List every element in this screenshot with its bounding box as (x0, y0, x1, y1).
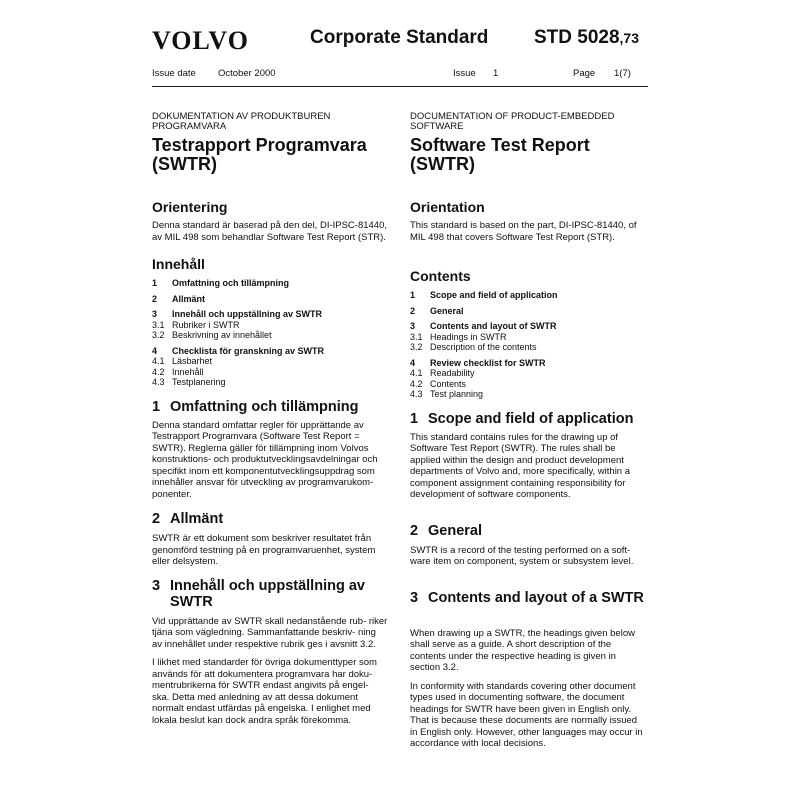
section-2-heading (152, 511, 388, 527)
document-title: Testrapport Programvara (SWTR) (152, 135, 367, 174)
toc-entry (152, 346, 388, 357)
orientation-text: This standard is based on the part, DI-IPSC-81440, of MIL 498 that covers Software Test Report (STR). (410, 220, 637, 243)
section-1-text: This standard contains rules for the drawing up of Software Test Report (SWTR). The rules shall be applied within the design and product development departments of Volvo and, more specifically, within a component assignment containing responsibility for development of software components. (410, 431, 631, 500)
toc-number: 3.1 (152, 319, 165, 330)
section-title: General (428, 522, 482, 539)
toc-number: 2 (152, 293, 158, 304)
issue-date-value: October 2000 (218, 68, 276, 79)
toc-group (152, 309, 388, 341)
section-2-heading (410, 523, 646, 539)
toc-text: Description of the contents (430, 342, 537, 352)
toc-group (152, 346, 388, 388)
doc-type-label: DOCUMENTATION OF PRODUCT-EMBEDDED SOFTWARE (410, 111, 615, 132)
toc-entry (410, 342, 646, 353)
section-3-heading (152, 578, 388, 610)
toc-entry (152, 367, 388, 378)
section-number: 1 (152, 398, 161, 415)
toc-text: Innehåll och uppställning av SWTR (172, 309, 323, 319)
toc-number: 4.3 (152, 377, 165, 387)
table-of-contents (152, 278, 388, 388)
table-of-contents (410, 290, 646, 400)
toc-number: 4.3 (410, 389, 423, 399)
toc-entry (152, 278, 388, 289)
toc-group (410, 321, 646, 353)
issue-meta-row (152, 68, 648, 84)
toc-entry (152, 320, 388, 331)
section-2-text: SWTR is a record of the testing performed on a soft- ware item on component, system or subsystem level. (410, 544, 634, 567)
toc-entry (410, 358, 646, 369)
toc-entry (410, 368, 646, 379)
issue-label: Issue (453, 68, 476, 79)
corporate-standard-label: Corporate Standard (310, 27, 489, 48)
toc-number: 4.2 (152, 366, 165, 377)
toc-number: 1 (410, 290, 416, 300)
toc-group (410, 306, 646, 317)
issue-date-label: Issue date (152, 68, 196, 79)
contents-heading: Contents (410, 268, 471, 284)
toc-text: Scope and field of application (430, 290, 558, 300)
toc-text: Readability (430, 368, 475, 378)
toc-entry (152, 377, 388, 388)
toc-entry (410, 321, 646, 332)
section-number: 2 (410, 522, 419, 539)
section-title: Allmänt (170, 511, 224, 527)
page-value: 1(7) (614, 68, 631, 79)
toc-number: 3 (152, 309, 158, 319)
toc-group (152, 278, 388, 289)
section-title: Omfattning och tillämpning (170, 398, 359, 415)
toc-text: Beskrivning av innehållet (172, 330, 272, 340)
toc-text: Omfattning och tillämpning (172, 278, 289, 288)
toc-number: 4.1 (410, 368, 423, 378)
toc-entry (152, 330, 388, 341)
toc-entry (410, 332, 646, 343)
section-title: Contents and layout of a SWTR (428, 589, 644, 606)
toc-number: 3.2 (152, 330, 165, 340)
toc-text: Innehåll (172, 366, 204, 377)
toc-entry (410, 290, 646, 301)
english-column (410, 112, 646, 750)
toc-number: 4 (410, 357, 416, 368)
volvo-logo: VOLVO (152, 26, 249, 55)
toc-entry (410, 306, 646, 317)
doc-type-label: DOKUMENTATION AV PRODUKTBUREN PROGRAMVARA (152, 111, 331, 132)
section-1-text: Denna standard omfattar regler för upprättande av Testrapport Programvara (Software Test Report = SWTR). Reglerna gäller för tillämpning inom Volvos konstruktions- och produktutvecklingsavdelningar och specifikt inom ett komponentutvecklingsuppdrag som innehåller ansvar för utveckling av programvarukom- ponenter. (152, 419, 378, 500)
document-title: Software Test Report (SWTR) (410, 135, 590, 174)
toc-text: General (430, 305, 464, 316)
toc-number: 4.1 (152, 356, 165, 366)
orientation-heading: Orientering (152, 199, 228, 215)
section-title: Scope and field of application (428, 410, 634, 427)
toc-number: 3.1 (410, 331, 423, 342)
standard-number-main: STD 5028 (534, 27, 620, 48)
toc-entry (152, 309, 388, 320)
section-3-text-1: Vid upprättande av SWTR skall nedanstående rub- riker tjäna som vägledning. Sammanfattande beskriv- ning av innehållet under respektive rubrik ges i avsnitt 3.2. (152, 615, 388, 650)
toc-entry (152, 294, 388, 305)
section-3-text-2: I likhet med standarder för övriga dokumenttyper som används för att dokumentera programvara har doku- mentrubrikerna för SWTR endast angivits på engel- ska. Detta med anledning av att dessa dokument normalt endast utfärdas på engelska. I enlighet med lokala beslut kan dock andra språk förekomma. (152, 657, 377, 726)
standard-number-suffix: ,73 (619, 30, 640, 46)
section-2-text: SWTR är ett dokument som beskriver resultatet från genomförd testning på en programvaruenhet, system eller delsystem. (152, 533, 376, 567)
section-1-heading (410, 411, 646, 427)
toc-text: Contents and layout of SWTR (430, 321, 557, 331)
toc-group (152, 294, 388, 305)
toc-number: 1 (152, 278, 158, 288)
toc-entry (410, 389, 646, 400)
toc-number: 4 (152, 345, 158, 356)
contents-heading: Innehåll (152, 256, 205, 272)
toc-text: Rubriker i SWTR (172, 319, 240, 330)
standard-number (534, 27, 639, 49)
toc-text: Review checklist for SWTR (430, 357, 546, 368)
section-number: 1 (410, 410, 419, 427)
orientation-heading: Orientation (410, 199, 485, 215)
header-divider (152, 86, 648, 87)
swedish-column (152, 112, 388, 726)
section-3-text-1: When drawing up a SWTR, the headings given below shall serve as a guide. A short description of the contents under the respective heading is given in section 3.2. (410, 627, 635, 673)
page-header (152, 22, 648, 66)
toc-number: 4.2 (410, 378, 423, 389)
section-3-heading (410, 590, 646, 606)
toc-text: Headings in SWTR (430, 331, 507, 342)
toc-group (410, 358, 646, 400)
toc-entry (152, 356, 388, 367)
section-number: 3 (152, 577, 161, 594)
orientation-text: Denna standard är baserad på den del, DI-IPSC-81440, av MIL 498 som behandlar Software Test Report (STR). (152, 220, 388, 243)
toc-group (410, 290, 646, 301)
section-3-text-2: In conformity with standards covering other document types used in documenting software, the document headings for SWTR have been given in English only. That is because these documents are normally issued in English only. However, other languages may occur in accordance with local decisions. (410, 680, 643, 749)
toc-text: Checklista för granskning av SWTR (172, 345, 325, 356)
toc-text: Läsbarhet (172, 356, 213, 366)
toc-entry (410, 379, 646, 390)
issue-value: 1 (493, 68, 499, 79)
section-number: 3 (410, 589, 419, 606)
section-number: 2 (152, 511, 161, 527)
toc-text: Test planning (430, 389, 484, 399)
toc-text: Allmänt (172, 293, 206, 304)
page-label: Page (573, 68, 596, 79)
toc-number: 2 (410, 305, 416, 316)
section-title: Innehåll och uppställning av SWTR (170, 577, 365, 610)
toc-number: 3.2 (410, 342, 423, 352)
toc-number: 3 (410, 321, 416, 331)
toc-text: Testplanering (172, 377, 226, 387)
toc-text: Contents (430, 378, 467, 389)
section-1-heading (152, 399, 388, 415)
